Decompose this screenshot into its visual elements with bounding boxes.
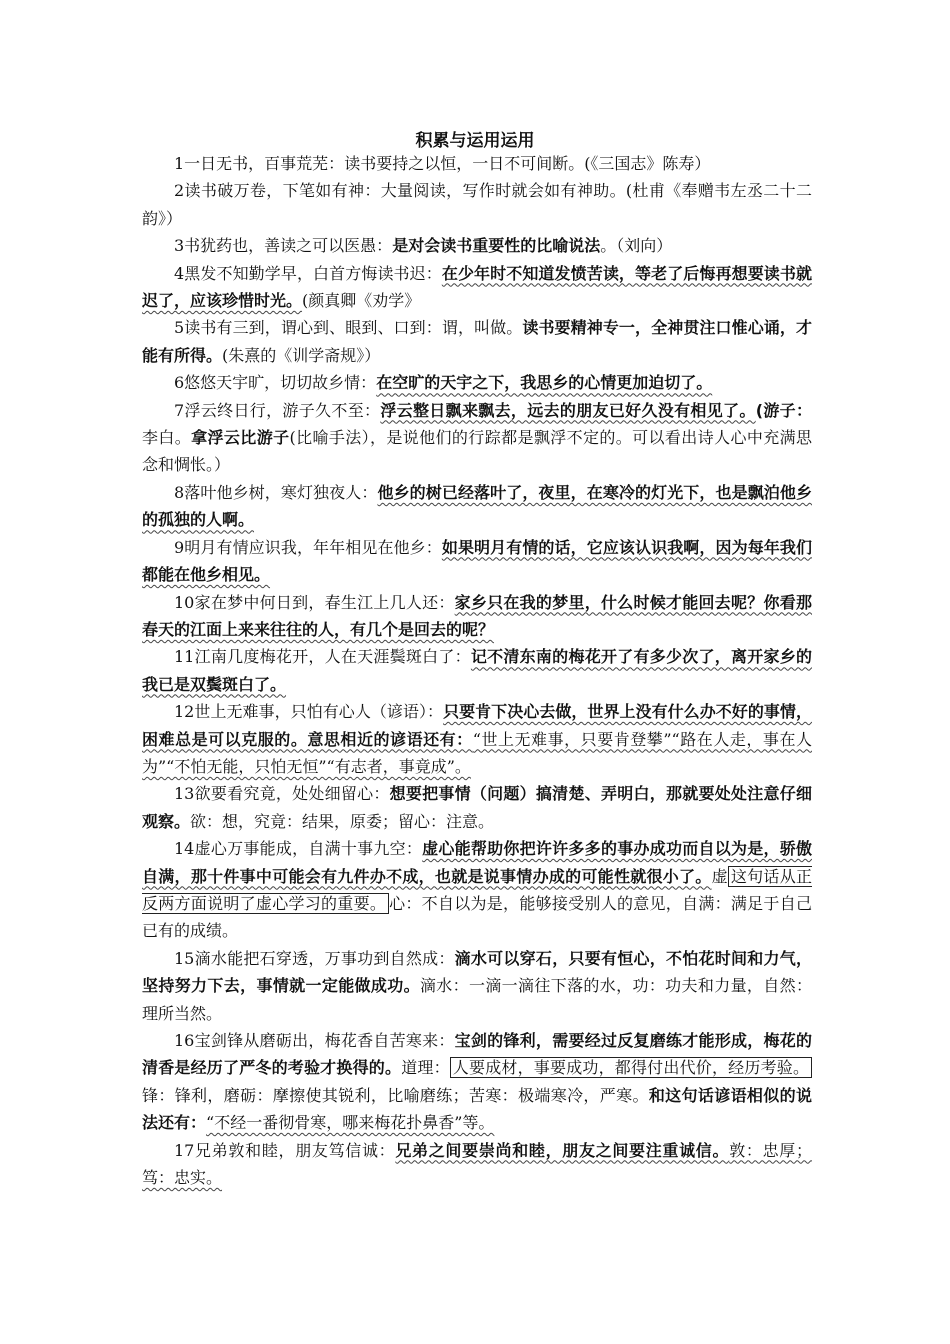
explanation-bold-2: (游子：	[755, 400, 812, 420]
source-text: 2读书破万卷，下笔如有神：	[174, 181, 381, 201]
explanation-bold: 家乡只在我的梦里，什么时候才能回去呢？你看那春天的江面上来来往往的人，有几个是回去的呢？	[142, 592, 812, 639]
list-item	[142, 589, 812, 644]
gloss-text: 李白。	[142, 428, 192, 448]
explanation-text: 读书要持之以恒，一日不可间断。(《三国志》陈寿）	[344, 154, 711, 173]
source-text: 14虚心万事能成，自满十事九空：	[174, 839, 423, 859]
explanation-bold-3: 拿浮云比游子	[191, 428, 290, 448]
list-item	[142, 534, 812, 589]
gloss-text: 敦：忠厚；笃：忠实。	[142, 1140, 812, 1188]
explanation-bold: 兄弟之间要崇尚和睦，朋友之间要注重诚信。	[395, 1140, 730, 1160]
gloss-text: 虚	[711, 866, 728, 886]
source-text: 7浮云终日行，游子久不至：	[174, 400, 381, 420]
source-text: 12世上无难事，只怕有心人（谚语）：	[174, 702, 444, 722]
list-item	[142, 1027, 812, 1137]
list-item	[142, 780, 812, 835]
gloss-text: 道理：	[401, 1058, 450, 1078]
list-item	[142, 835, 812, 945]
source-text: 3书犹药也，善读之可以医愚：	[174, 236, 393, 256]
gloss-text: 欲：想，究竟：结果，原委；留心：注意。	[190, 811, 495, 831]
source-text: 6悠悠天宇旷，切切故乡情：	[174, 373, 377, 393]
list-item	[142, 1137, 812, 1192]
explanation-bold: 他乡的树已经落叶了，夜里，在寒冷的灯光下，也是飘泊他乡的孤独的人啊。	[142, 482, 812, 530]
explanation-bold: 宝剑的锋利，需要经过反复磨练才能形成，梅花的清香是经历了严冬的考验才换得的。	[142, 1031, 812, 1078]
list-item	[142, 698, 812, 780]
source-note: (颜真卿《劝学》	[302, 291, 421, 311]
source-text: 16宝剑锋从磨砺出，梅花香自苦寒来：	[174, 1031, 455, 1050]
explanation-bold: 滴水可以穿石，只要有恒心，不怕花时间和力气，坚持努力下去，事情就一定能做成功。	[142, 948, 812, 996]
source-text: 17兄弟敦和睦，朋友笃信诚：	[174, 1140, 396, 1160]
explanation-text: “不经一番彻骨寒，哪来梅花扑鼻香”等。	[206, 1113, 495, 1133]
source-note: (朱熹的《训学斋规》）	[222, 345, 381, 365]
explanation-text: 大量阅读，写作时就会如有神助。(杜甫《奉赠韦左丞二十二韵》）	[142, 181, 812, 228]
boxed-note: 这句话从正反两方面说明了虚心学习的重要。	[142, 866, 812, 913]
list-item	[142, 314, 812, 369]
source-text: 8落叶他乡树，寒灯独夜人：	[174, 482, 378, 502]
list-item	[142, 369, 812, 396]
source-text: 5读书有三到，谓心到、眼到、口到：	[174, 318, 442, 338]
list-item	[142, 150, 812, 177]
explanation-bold: 如果明月有情的话，它应该认识我啊，因为每年我们都能在他乡相见。	[142, 537, 812, 585]
source-text: 1一日无书，百事荒芜：	[174, 154, 345, 173]
explanation-bold: 浮云整日飘来飘去，远去的朋友已好久没有相见了。	[380, 400, 756, 420]
explanation-bold: 读书要精神专一，全神贯注口惟心诵，才能有所得。	[142, 318, 812, 365]
source-text: 10家在梦中何日到，春生江上几人还：	[174, 592, 455, 612]
boxed-note: 人要成材，事要成功，都得付出代价，经历考验。	[450, 1057, 812, 1078]
source-text: 9明月有情应识我，年年相见在他乡：	[174, 537, 442, 557]
document-body	[142, 150, 812, 1191]
explanation-bold: 在少年时不知道发愤苦读，等老了后悔再想要读书就迟了，应该珍惜时光。	[142, 263, 812, 311]
explanation-bold: 虚心能帮助你把许许多多的事办成功而自以为是，骄傲自满，那十件事中可能会有九件办不成，也就是说事情办成的可能性就很小了。	[142, 839, 812, 886]
explanation-bold: 记不清东南的梅花开了有多少次了，离开家乡的我已是双鬓斑白了。	[142, 647, 812, 694]
gloss-text: 锋：锋利，磨砺：摩擦使其锐利，比喻磨练；苦寒：极端寒冷，严寒。	[142, 1085, 649, 1105]
explanation-bold: 想要把事情（问题）搞清楚、弄明白，那就要处处注意仔细观察。	[142, 784, 812, 831]
explanation-text: (比喻手法），是说他们的行踪都是飘浮不定的。可以看出诗人心中充满思念和惆怅。）	[142, 428, 812, 475]
gloss-text: 谓，叫做。	[441, 318, 523, 338]
list-item	[142, 177, 812, 232]
page-title: 积累与运用运用	[415, 131, 535, 151]
source-note: 。（刘向）	[600, 236, 673, 256]
explanation-bold: 是对会读书重要性的比喻说法	[392, 236, 601, 256]
list-item	[142, 232, 812, 259]
source-text: 11江南几度梅花开，人在天涯鬓斑白了：	[174, 647, 471, 667]
explanation-bold-2: 和这句话谚语相似的说法还有：	[142, 1085, 812, 1133]
source-text: 15滴水能把石穿透，万事功到自然成：	[174, 948, 455, 968]
explanation-bold: 在空旷的天宇之下，我思乡的心情更加迫切了。	[376, 373, 713, 393]
explanation-text: “世上无难事，只要肯登攀”“路在人走，事在人为”“不怕无能，只怕无恒”“有志者，事竟成”。	[142, 729, 812, 776]
gloss-text: 心：不自以为是，能够接受别人的意见，自满：满足于自己已有的成绩。	[142, 893, 812, 941]
list-item	[142, 945, 812, 1027]
list-item	[142, 260, 812, 315]
source-text: 4黑发不知勤学早，白首方悔读书迟：	[174, 263, 442, 283]
list-item	[142, 397, 812, 479]
list-item	[142, 479, 812, 534]
source-text: 13欲要看究竟，处处细留心：	[174, 784, 390, 804]
list-item	[142, 643, 812, 698]
explanation-bold: 只要肯下决心去做，世界上没有什么办不好的事情，困难总是可以克服的。意思相近的谚语还有：	[142, 702, 812, 749]
gloss-text: 滴水：一滴一滴往下落的水，功：功夫和力量，自然：理所当然。	[142, 976, 812, 1023]
